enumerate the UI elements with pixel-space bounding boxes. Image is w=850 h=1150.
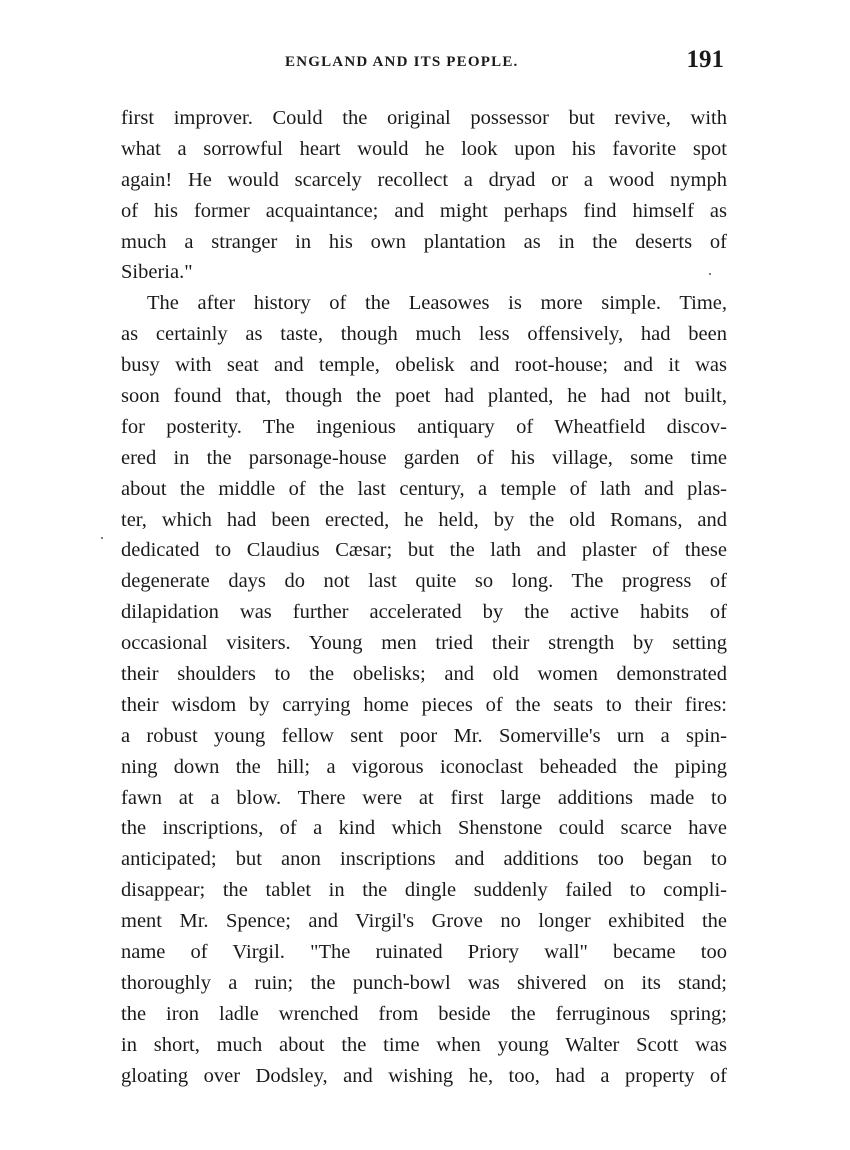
text-line: disappear; the tablet in the dingle suddenly failed to compli- — [121, 879, 727, 902]
text-line: fawn at a blow. There were at first large additions made to — [121, 786, 727, 809]
print-speck — [709, 273, 711, 275]
text-line: ning down the hill; a vigorous iconoclast beheaded the piping — [121, 755, 727, 778]
text-line: about the middle of the last century, a temple of lath and plas- — [121, 477, 727, 500]
text-line: their shoulders to the obelisks; and old women demonstrated — [121, 663, 727, 686]
text-line: The after history of the Leasowes is more simple. Time, — [147, 292, 727, 315]
text-line: anticipated; but anon inscriptions and additions too began to — [121, 848, 727, 871]
text-line: thoroughly a ruin; the punch-bowl was shivered on its stand; — [121, 971, 727, 994]
text-line: their wisdom by carrying home pieces of the seats to their fires: — [121, 693, 727, 716]
text-line: the iron ladle wrenched from beside the ferruginous spring; — [121, 1002, 727, 1025]
text-line: as certainly as taste, though much less offensively, had been — [121, 323, 727, 346]
text-line: ter, which had been erected, he held, by the old Romans, and — [121, 508, 727, 531]
text-line: for posterity. The ingenious antiquary of Wheatfield discov- — [121, 415, 727, 438]
text-line: in short, much about the time when young Walter Scott was — [121, 1033, 727, 1056]
text-line: dilapidation was further accelerated by the active habits of — [121, 601, 727, 624]
text-line: ered in the parsonage-house garden of his village, some time — [121, 446, 727, 469]
text-line: again! He would scarcely recollect a dryad or a wood nymph — [121, 168, 727, 191]
text-line: busy with seat and temple, obelisk and root-house; and it was — [121, 354, 727, 377]
running-head — [120, 46, 728, 78]
text-line: name of Virgil. "The ruinated Priory wall" became too — [121, 941, 727, 964]
page-number: 191 — [686, 46, 724, 73]
text-line: occasional visiters. Young men tried their strength by setting — [121, 632, 727, 655]
text-line: the inscriptions, of a kind which Shenstone could scarce have — [121, 817, 727, 840]
text-line: much a stranger in his own plantation as in the deserts of — [121, 230, 727, 253]
body-text — [121, 103, 727, 1092]
text-line: soon found that, though the poet had planted, he had not built, — [121, 385, 727, 408]
text-line: degenerate days do not last quite so long. The progress of — [121, 570, 727, 593]
text-line: first improver. Could the original possessor but revive, with — [121, 107, 727, 129]
text-line: of his former acquaintance; and might perhaps find himself as — [121, 199, 727, 222]
text-line: Siberia." — [121, 261, 193, 284]
text-line: a robust young fellow sent poor Mr. Somerville's urn a spin- — [121, 724, 727, 747]
text-line: dedicated to Claudius Cæsar; but the lath and plaster of these — [121, 539, 727, 562]
text-line: gloating over Dodsley, and wishing he, too, had a property of — [121, 1064, 727, 1087]
text-line: what a sorrowful heart would he look upon his favorite spot — [121, 137, 727, 160]
text-line: ment Mr. Spence; and Virgil's Grove no longer exhibited the — [121, 910, 727, 933]
print-speck — [101, 537, 103, 539]
running-title: ENGLAND AND ITS PEOPLE. — [285, 54, 519, 70]
